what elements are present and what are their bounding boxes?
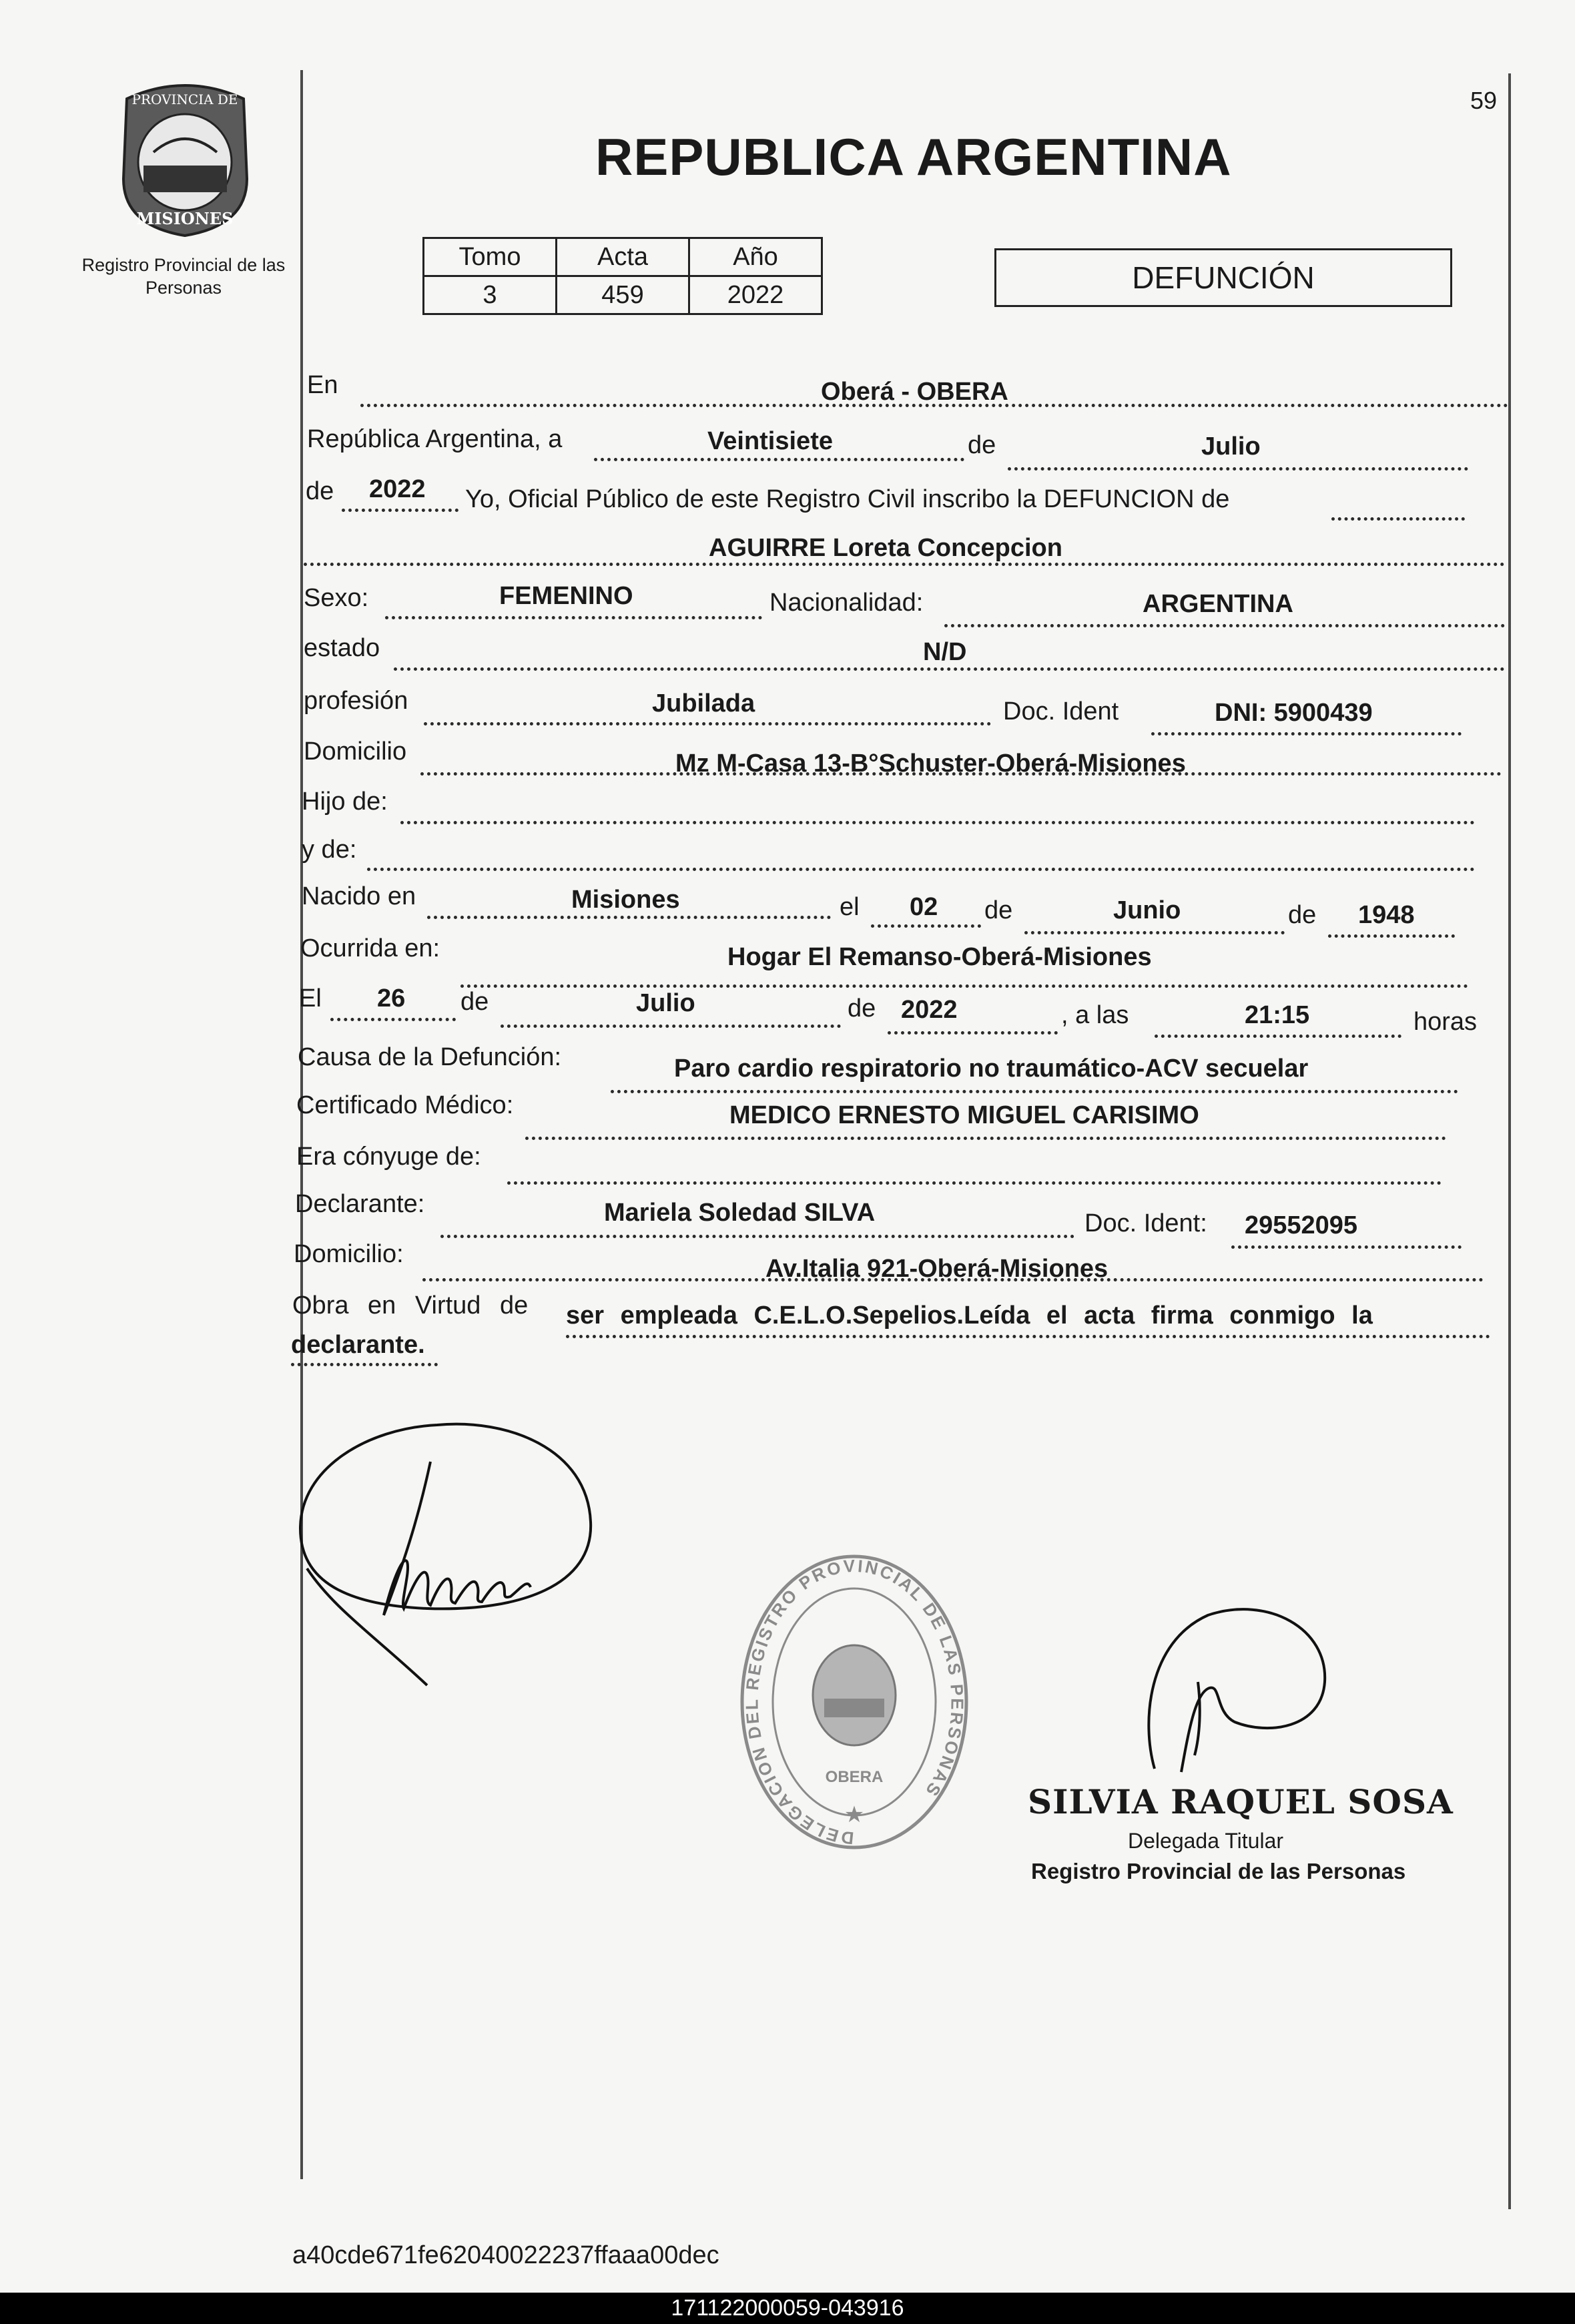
footer-id-bar: 171122000059-043916 bbox=[0, 2293, 1575, 2324]
estado-dots bbox=[394, 667, 1505, 671]
domicilio-label: Domicilio bbox=[304, 738, 407, 766]
profesion-dots bbox=[424, 722, 991, 725]
signer-role: Delegada Titular bbox=[1128, 1829, 1284, 1853]
anio-value: 2022 bbox=[689, 276, 822, 314]
conyuge-label: Era cónyuge de: bbox=[296, 1143, 481, 1171]
signer-name: SILVIA RAQUEL SOSA bbox=[1028, 1782, 1454, 1821]
birth-month: Junio bbox=[1113, 896, 1181, 924]
el-label: el bbox=[840, 893, 860, 921]
intro-dots bbox=[1331, 517, 1465, 521]
hijo-dots bbox=[400, 821, 1475, 824]
birth-month-dots bbox=[1024, 931, 1285, 934]
obra-value-line2: declarante. bbox=[291, 1331, 425, 1359]
year-value: 2022 bbox=[369, 475, 426, 503]
deceased-name: AGUIRRE Loreta Concepcion bbox=[709, 534, 1062, 562]
ocurrida-label: Ocurrida en: bbox=[300, 934, 440, 962]
tomo-value: 3 bbox=[424, 276, 557, 314]
page-title: REPUBLICA ARGENTINA bbox=[595, 127, 1232, 186]
death-day-dots bbox=[330, 1018, 456, 1021]
document-hash: a40cde671fe62040022237ffaaa00dec bbox=[292, 2241, 719, 2269]
anio-header: Año bbox=[689, 238, 822, 276]
nacido-value: Misiones bbox=[571, 886, 680, 914]
declarant-signature bbox=[294, 1422, 601, 1695]
doc2-value: 29552095 bbox=[1245, 1211, 1358, 1239]
birth-year: 1948 bbox=[1358, 901, 1415, 929]
province-seal-logo bbox=[113, 79, 257, 239]
alas-label: , a las bbox=[1061, 1001, 1129, 1029]
day-value: Veintisiete bbox=[707, 427, 833, 455]
month-value: Julio bbox=[1201, 432, 1261, 461]
page-number: 59 bbox=[1470, 87, 1498, 114]
obra-value-line1: ser empleada C.E.L.O.Sepelios.Leída el acta firma conmigo la bbox=[566, 1301, 1373, 1330]
nacionalidad-label: Nacionalidad: bbox=[769, 589, 924, 617]
yde-dots bbox=[367, 868, 1475, 871]
de-label-3: de bbox=[984, 896, 1013, 924]
de-label-1: de bbox=[968, 431, 996, 459]
causa-label: Causa de la Defunción: bbox=[298, 1043, 562, 1071]
stamp-star-icon: ★ bbox=[844, 1802, 865, 1827]
death-year: 2022 bbox=[901, 996, 958, 1024]
birth-year-dots bbox=[1328, 934, 1455, 938]
right-margin-line bbox=[1508, 73, 1511, 2209]
hijo-label: Hijo de: bbox=[302, 788, 388, 816]
conyuge-dots bbox=[507, 1181, 1442, 1185]
death-month-dots bbox=[501, 1025, 841, 1028]
obra-dots-2 bbox=[291, 1363, 438, 1366]
reference-table bbox=[422, 237, 823, 315]
doc-ident-value: DNI: 5900439 bbox=[1215, 699, 1373, 727]
doc2-dots bbox=[1231, 1245, 1462, 1249]
tomo-header: Tomo bbox=[424, 238, 557, 276]
obra-label: Obra en Virtud de bbox=[292, 1291, 529, 1320]
de-label-6: de bbox=[848, 994, 876, 1023]
death-year-dots bbox=[888, 1031, 1058, 1035]
causa-dots bbox=[611, 1090, 1458, 1093]
intro-text: Yo, Oficial Público de este Registro Civil inscribo la DEFUNCION de bbox=[465, 485, 1230, 513]
yde-label: y de: bbox=[302, 836, 357, 864]
ocurrida-value: Hogar El Remanso-Oberá-Misiones bbox=[727, 943, 1152, 971]
nacionalidad-value: ARGENTINA bbox=[1143, 590, 1293, 618]
stamp-city: OBERA bbox=[825, 1768, 884, 1786]
doc2-label: Doc. Ident: bbox=[1084, 1209, 1207, 1237]
day-dots bbox=[594, 458, 964, 461]
certificado-value: MEDICO ERNESTO MIGUEL CARISIMO bbox=[729, 1101, 1199, 1129]
left-margin-line bbox=[300, 70, 303, 2179]
birth-day-dots bbox=[871, 924, 981, 928]
logo-caption: Registro Provincial de las Personas bbox=[81, 255, 286, 298]
profesion-label: profesión bbox=[304, 687, 408, 715]
en-value: Oberá - OBERA bbox=[821, 378, 1008, 406]
stamp-ring-text: DELEGACION DEL REGISTRO PROVINCIAL DE LAS PERSONAS bbox=[741, 1555, 968, 1849]
certificado-label: Certificado Médico: bbox=[296, 1091, 514, 1119]
death-time: 21:15 bbox=[1245, 1001, 1310, 1029]
certificado-dots bbox=[525, 1137, 1446, 1140]
death-time-dots bbox=[1155, 1035, 1401, 1038]
birth-day: 02 bbox=[910, 893, 938, 921]
nacido-label: Nacido en bbox=[302, 882, 416, 910]
domicilio-value: Mz M-Casa 13-B°Schuster-Oberá-Misiones bbox=[675, 750, 1186, 778]
el2-label: El bbox=[299, 984, 322, 1012]
horas-label: horas bbox=[1413, 1008, 1478, 1036]
declarante-value: Mariela Soledad SILVA bbox=[604, 1199, 876, 1227]
death-day: 26 bbox=[377, 984, 406, 1012]
domicilio2-label: Domicilio: bbox=[294, 1240, 404, 1268]
obra-dots bbox=[566, 1335, 1490, 1338]
domicilio2-value: Av.Italia 921-Oberá-Misiones bbox=[765, 1255, 1109, 1283]
doc-ident-dots bbox=[1151, 732, 1462, 736]
record-type-box: DEFUNCIÓN bbox=[994, 248, 1452, 307]
logo-bottom-text: MISIONES bbox=[136, 209, 234, 228]
sexo-dots bbox=[385, 616, 762, 619]
de-label-2: de bbox=[306, 477, 334, 505]
declarante-dots bbox=[440, 1235, 1074, 1238]
estado-value: N/D bbox=[923, 638, 967, 666]
acta-header: Acta bbox=[557, 238, 689, 276]
profesion-value: Jubilada bbox=[652, 689, 755, 717]
ocurrida-dots bbox=[460, 984, 1468, 988]
death-month: Julio bbox=[636, 989, 695, 1017]
de-label-5: de bbox=[460, 988, 489, 1016]
logo-top-text: PROVINCIA DE bbox=[131, 91, 238, 107]
nacido-dots bbox=[427, 916, 831, 919]
name-dots bbox=[304, 563, 1505, 566]
causa-value: Paro cardio respiratorio no traumático-ACV secuelar bbox=[674, 1055, 1309, 1083]
signer-org: Registro Provincial de las Personas bbox=[1031, 1859, 1406, 1883]
de-label-4: de bbox=[1288, 901, 1317, 929]
year-dots bbox=[342, 509, 458, 512]
declarante-label: Declarante: bbox=[295, 1190, 425, 1218]
acta-value: 459 bbox=[557, 276, 689, 314]
doc-ident-label: Doc. Ident bbox=[1003, 697, 1119, 725]
month-dots bbox=[1008, 467, 1468, 471]
sexo-value: FEMENINO bbox=[499, 582, 633, 610]
nacionalidad-dots bbox=[944, 624, 1505, 627]
sexo-label: Sexo: bbox=[304, 584, 369, 612]
en-label: En bbox=[307, 371, 338, 399]
official-signature bbox=[1135, 1602, 1348, 1802]
estado-label: estado bbox=[304, 634, 380, 662]
republica-label: República Argentina, a bbox=[307, 425, 563, 453]
registry-stamp bbox=[737, 1552, 971, 1852]
